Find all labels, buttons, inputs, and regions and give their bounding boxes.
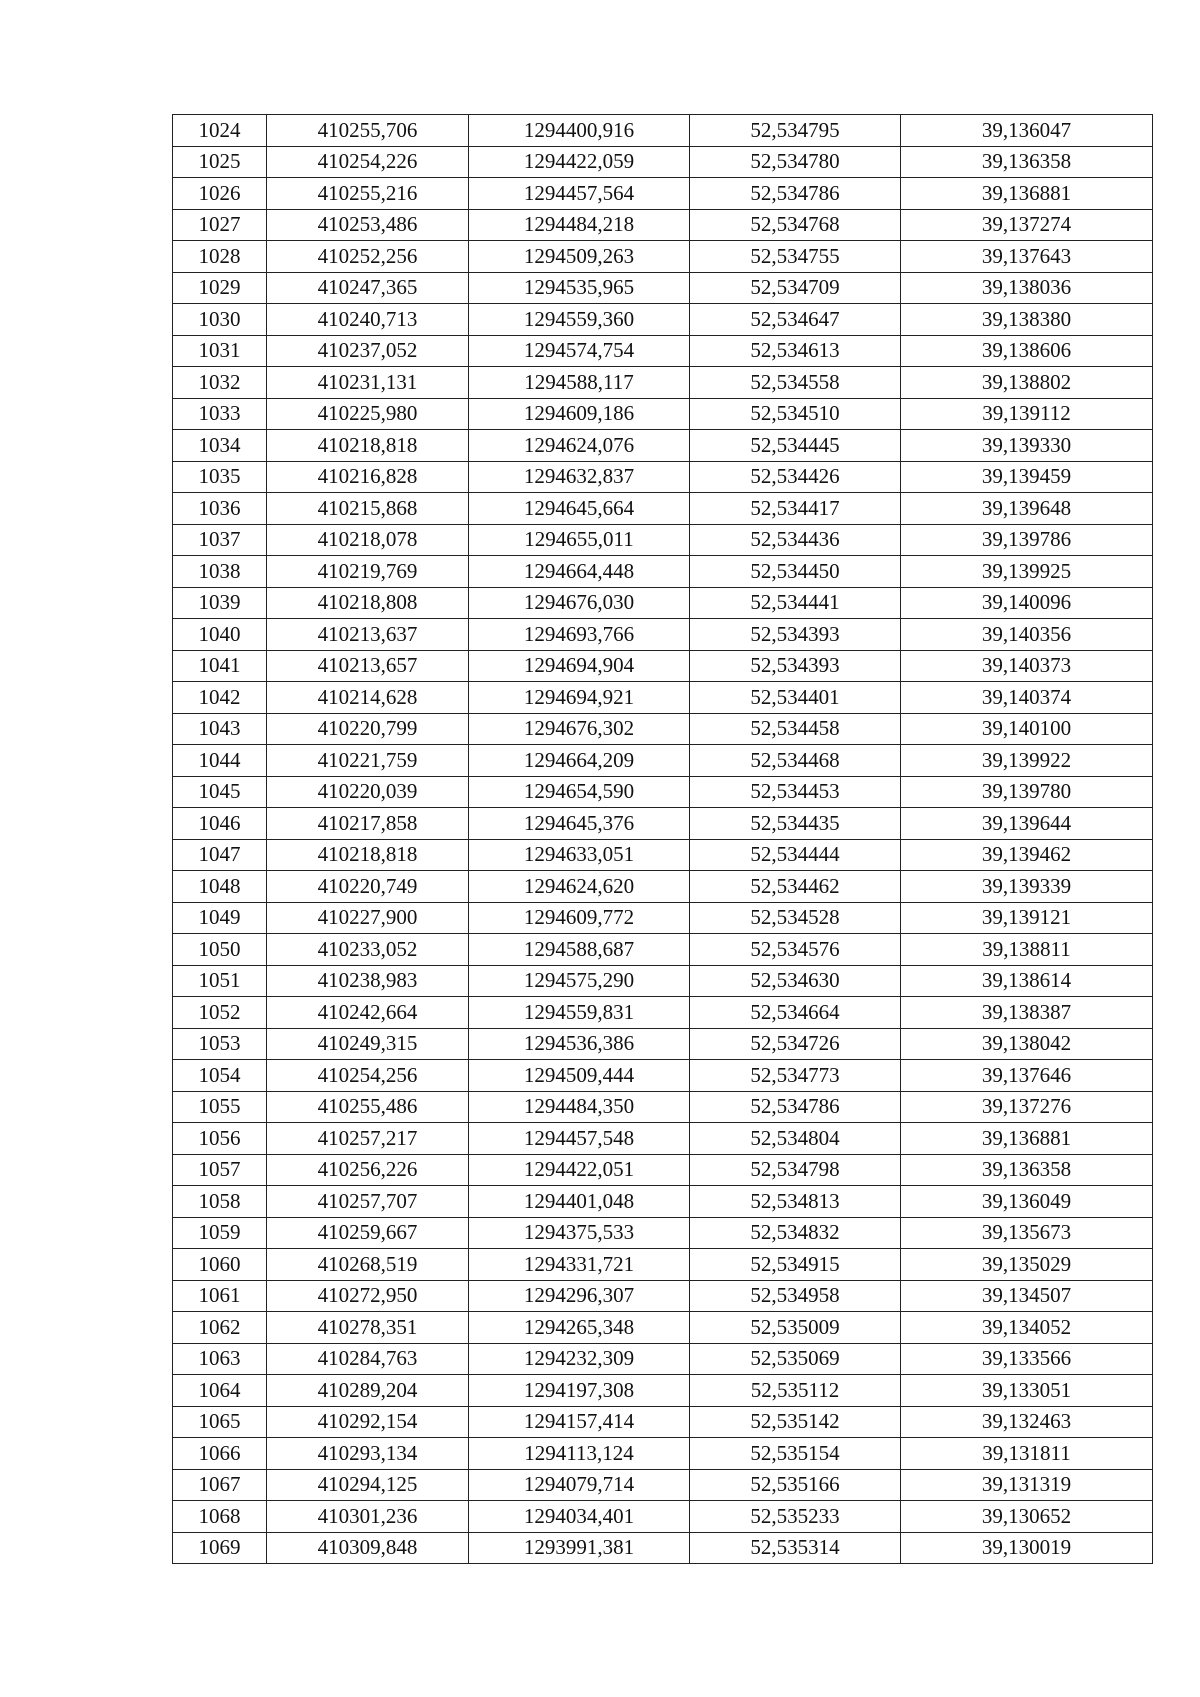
latitude-cell: 52,534786: [690, 178, 901, 210]
x-coordinate-cell: 410220,799: [267, 713, 469, 745]
y-coordinate-cell: 1294331,721: [469, 1249, 690, 1281]
longitude-cell: 39,139462: [901, 839, 1153, 871]
y-coordinate-cell: 1294296,307: [469, 1280, 690, 1312]
x-coordinate-cell: 410272,950: [267, 1280, 469, 1312]
y-coordinate-cell: 1294559,360: [469, 304, 690, 336]
point-number-cell: 1029: [173, 272, 267, 304]
point-number-cell: 1026: [173, 178, 267, 210]
x-coordinate-cell: 410249,315: [267, 1028, 469, 1060]
y-coordinate-cell: 1294536,386: [469, 1028, 690, 1060]
longitude-cell: 39,139644: [901, 808, 1153, 840]
latitude-cell: 52,534804: [690, 1123, 901, 1155]
y-coordinate-cell: 1294535,965: [469, 272, 690, 304]
table-row: [173, 241, 1153, 273]
point-number-cell: 1059: [173, 1217, 267, 1249]
point-number-cell: 1064: [173, 1375, 267, 1407]
table-row: [173, 1123, 1153, 1155]
point-number-cell: 1034: [173, 430, 267, 462]
point-number-cell: 1049: [173, 902, 267, 934]
latitude-cell: 52,534417: [690, 493, 901, 525]
point-number-cell: 1055: [173, 1091, 267, 1123]
y-coordinate-cell: 1294633,051: [469, 839, 690, 871]
x-coordinate-cell: 410220,749: [267, 871, 469, 903]
longitude-cell: 39,136881: [901, 178, 1153, 210]
x-coordinate-cell: 410225,980: [267, 398, 469, 430]
x-coordinate-cell: 410217,858: [267, 808, 469, 840]
point-number-cell: 1066: [173, 1438, 267, 1470]
latitude-cell: 52,535142: [690, 1406, 901, 1438]
y-coordinate-cell: 1294401,048: [469, 1186, 690, 1218]
table-row: [173, 461, 1153, 493]
longitude-cell: 39,135673: [901, 1217, 1153, 1249]
longitude-cell: 39,134507: [901, 1280, 1153, 1312]
point-number-cell: 1050: [173, 934, 267, 966]
point-number-cell: 1068: [173, 1501, 267, 1533]
point-number-cell: 1057: [173, 1154, 267, 1186]
x-coordinate-cell: 410293,134: [267, 1438, 469, 1470]
longitude-cell: 39,136358: [901, 146, 1153, 178]
latitude-cell: 52,534647: [690, 304, 901, 336]
latitude-cell: 52,534436: [690, 524, 901, 556]
longitude-cell: 39,138036: [901, 272, 1153, 304]
longitude-cell: 39,139339: [901, 871, 1153, 903]
table-row: [173, 1091, 1153, 1123]
x-coordinate-cell: 410216,828: [267, 461, 469, 493]
longitude-cell: 39,139922: [901, 745, 1153, 777]
point-number-cell: 1053: [173, 1028, 267, 1060]
latitude-cell: 52,534528: [690, 902, 901, 934]
y-coordinate-cell: 1294609,186: [469, 398, 690, 430]
y-coordinate-cell: 1294588,117: [469, 367, 690, 399]
table-row: [173, 1406, 1153, 1438]
latitude-cell: 52,534462: [690, 871, 901, 903]
y-coordinate-cell: 1294655,011: [469, 524, 690, 556]
x-coordinate-cell: 410242,664: [267, 997, 469, 1029]
table-row: [173, 902, 1153, 934]
table-row: [173, 1154, 1153, 1186]
table-row: [173, 997, 1153, 1029]
longitude-cell: 39,137646: [901, 1060, 1153, 1092]
table-row: [173, 178, 1153, 210]
y-coordinate-cell: 1294624,620: [469, 871, 690, 903]
x-coordinate-cell: 410218,818: [267, 430, 469, 462]
latitude-cell: 52,534393: [690, 619, 901, 651]
y-coordinate-cell: 1294484,350: [469, 1091, 690, 1123]
y-coordinate-cell: 1294664,448: [469, 556, 690, 588]
y-coordinate-cell: 1294654,590: [469, 776, 690, 808]
longitude-cell: 39,130019: [901, 1532, 1153, 1564]
latitude-cell: 52,534726: [690, 1028, 901, 1060]
latitude-cell: 52,534798: [690, 1154, 901, 1186]
latitude-cell: 52,534445: [690, 430, 901, 462]
longitude-cell: 39,130652: [901, 1501, 1153, 1533]
y-coordinate-cell: 1294694,921: [469, 682, 690, 714]
table-row: [173, 367, 1153, 399]
point-number-cell: 1062: [173, 1312, 267, 1344]
longitude-cell: 39,136049: [901, 1186, 1153, 1218]
y-coordinate-cell: 1294457,564: [469, 178, 690, 210]
longitude-cell: 39,139121: [901, 902, 1153, 934]
longitude-cell: 39,138811: [901, 934, 1153, 966]
latitude-cell: 52,534558: [690, 367, 901, 399]
longitude-cell: 39,131811: [901, 1438, 1153, 1470]
latitude-cell: 52,535009: [690, 1312, 901, 1344]
table-row: [173, 650, 1153, 682]
table-row: [173, 1532, 1153, 1564]
y-coordinate-cell: 1294664,209: [469, 745, 690, 777]
latitude-cell: 52,535166: [690, 1469, 901, 1501]
x-coordinate-cell: 410253,486: [267, 209, 469, 241]
longitude-cell: 39,136047: [901, 115, 1153, 147]
point-number-cell: 1031: [173, 335, 267, 367]
latitude-cell: 52,534453: [690, 776, 901, 808]
point-number-cell: 1052: [173, 997, 267, 1029]
point-number-cell: 1067: [173, 1469, 267, 1501]
latitude-cell: 52,534576: [690, 934, 901, 966]
x-coordinate-cell: 410221,759: [267, 745, 469, 777]
y-coordinate-cell: 1294645,376: [469, 808, 690, 840]
table-row: [173, 1280, 1153, 1312]
longitude-cell: 39,132463: [901, 1406, 1153, 1438]
latitude-cell: 52,535314: [690, 1532, 901, 1564]
longitude-cell: 39,138606: [901, 335, 1153, 367]
latitude-cell: 52,534773: [690, 1060, 901, 1092]
coordinates-table: [172, 114, 1153, 1564]
longitude-cell: 39,134052: [901, 1312, 1153, 1344]
point-number-cell: 1048: [173, 871, 267, 903]
table-row: [173, 776, 1153, 808]
table-row: [173, 1501, 1153, 1533]
latitude-cell: 52,534832: [690, 1217, 901, 1249]
latitude-cell: 52,534468: [690, 745, 901, 777]
point-number-cell: 1051: [173, 965, 267, 997]
x-coordinate-cell: 410218,078: [267, 524, 469, 556]
x-coordinate-cell: 410227,900: [267, 902, 469, 934]
table-row: [173, 713, 1153, 745]
x-coordinate-cell: 410231,131: [267, 367, 469, 399]
point-number-cell: 1056: [173, 1123, 267, 1155]
y-coordinate-cell: 1294422,051: [469, 1154, 690, 1186]
point-number-cell: 1040: [173, 619, 267, 651]
point-number-cell: 1041: [173, 650, 267, 682]
latitude-cell: 52,534755: [690, 241, 901, 273]
point-number-cell: 1032: [173, 367, 267, 399]
table-row: [173, 745, 1153, 777]
latitude-cell: 52,535154: [690, 1438, 901, 1470]
point-number-cell: 1047: [173, 839, 267, 871]
y-coordinate-cell: 1294676,030: [469, 587, 690, 619]
point-number-cell: 1039: [173, 587, 267, 619]
y-coordinate-cell: 1294574,754: [469, 335, 690, 367]
point-number-cell: 1065: [173, 1406, 267, 1438]
y-coordinate-cell: 1293991,381: [469, 1532, 690, 1564]
y-coordinate-cell: 1294694,904: [469, 650, 690, 682]
longitude-cell: 39,139786: [901, 524, 1153, 556]
x-coordinate-cell: 410278,351: [267, 1312, 469, 1344]
y-coordinate-cell: 1294624,076: [469, 430, 690, 462]
y-coordinate-cell: 1294559,831: [469, 997, 690, 1029]
y-coordinate-cell: 1294034,401: [469, 1501, 690, 1533]
latitude-cell: 52,534393: [690, 650, 901, 682]
y-coordinate-cell: 1294693,766: [469, 619, 690, 651]
point-number-cell: 1033: [173, 398, 267, 430]
point-number-cell: 1046: [173, 808, 267, 840]
table-row: [173, 965, 1153, 997]
latitude-cell: 52,534613: [690, 335, 901, 367]
y-coordinate-cell: 1294645,664: [469, 493, 690, 525]
x-coordinate-cell: 410257,217: [267, 1123, 469, 1155]
latitude-cell: 52,534441: [690, 587, 901, 619]
longitude-cell: 39,139648: [901, 493, 1153, 525]
x-coordinate-cell: 410213,637: [267, 619, 469, 651]
table-row: [173, 1469, 1153, 1501]
y-coordinate-cell: 1294232,309: [469, 1343, 690, 1375]
x-coordinate-cell: 410254,256: [267, 1060, 469, 1092]
y-coordinate-cell: 1294375,533: [469, 1217, 690, 1249]
y-coordinate-cell: 1294400,916: [469, 115, 690, 147]
table-row: [173, 209, 1153, 241]
x-coordinate-cell: 410255,486: [267, 1091, 469, 1123]
x-coordinate-cell: 410238,983: [267, 965, 469, 997]
y-coordinate-cell: 1294676,302: [469, 713, 690, 745]
latitude-cell: 52,535112: [690, 1375, 901, 1407]
table-row: [173, 556, 1153, 588]
table-row: [173, 587, 1153, 619]
latitude-cell: 52,534435: [690, 808, 901, 840]
latitude-cell: 52,534786: [690, 1091, 901, 1123]
y-coordinate-cell: 1294632,837: [469, 461, 690, 493]
latitude-cell: 52,535069: [690, 1343, 901, 1375]
y-coordinate-cell: 1294575,290: [469, 965, 690, 997]
coordinates-table-body: [173, 115, 1153, 1564]
point-number-cell: 1058: [173, 1186, 267, 1218]
point-number-cell: 1028: [173, 241, 267, 273]
x-coordinate-cell: 410268,519: [267, 1249, 469, 1281]
point-number-cell: 1042: [173, 682, 267, 714]
latitude-cell: 52,535233: [690, 1501, 901, 1533]
table-row: [173, 430, 1153, 462]
table-row: [173, 146, 1153, 178]
table-row: [173, 1249, 1153, 1281]
point-number-cell: 1063: [173, 1343, 267, 1375]
point-number-cell: 1069: [173, 1532, 267, 1564]
longitude-cell: 39,138387: [901, 997, 1153, 1029]
x-coordinate-cell: 410255,216: [267, 178, 469, 210]
point-number-cell: 1036: [173, 493, 267, 525]
longitude-cell: 39,138380: [901, 304, 1153, 336]
longitude-cell: 39,140100: [901, 713, 1153, 745]
longitude-cell: 39,139330: [901, 430, 1153, 462]
latitude-cell: 52,534795: [690, 115, 901, 147]
x-coordinate-cell: 410247,365: [267, 272, 469, 304]
longitude-cell: 39,137274: [901, 209, 1153, 241]
longitude-cell: 39,138042: [901, 1028, 1153, 1060]
x-coordinate-cell: 410292,154: [267, 1406, 469, 1438]
point-number-cell: 1038: [173, 556, 267, 588]
latitude-cell: 52,534510: [690, 398, 901, 430]
x-coordinate-cell: 410233,052: [267, 934, 469, 966]
latitude-cell: 52,534401: [690, 682, 901, 714]
latitude-cell: 52,534768: [690, 209, 901, 241]
x-coordinate-cell: 410218,808: [267, 587, 469, 619]
longitude-cell: 39,136358: [901, 1154, 1153, 1186]
longitude-cell: 39,139925: [901, 556, 1153, 588]
latitude-cell: 52,534426: [690, 461, 901, 493]
latitude-cell: 52,534630: [690, 965, 901, 997]
point-number-cell: 1045: [173, 776, 267, 808]
table-row: [173, 115, 1153, 147]
longitude-cell: 39,139112: [901, 398, 1153, 430]
table-row: [173, 1343, 1153, 1375]
table-row: [173, 1060, 1153, 1092]
x-coordinate-cell: 410252,256: [267, 241, 469, 273]
table-row: [173, 934, 1153, 966]
latitude-cell: 52,534709: [690, 272, 901, 304]
y-coordinate-cell: 1294509,444: [469, 1060, 690, 1092]
x-coordinate-cell: 410284,763: [267, 1343, 469, 1375]
x-coordinate-cell: 410254,226: [267, 146, 469, 178]
longitude-cell: 39,137643: [901, 241, 1153, 273]
x-coordinate-cell: 410301,236: [267, 1501, 469, 1533]
latitude-cell: 52,534958: [690, 1280, 901, 1312]
y-coordinate-cell: 1294484,218: [469, 209, 690, 241]
table-row: [173, 619, 1153, 651]
longitude-cell: 39,139459: [901, 461, 1153, 493]
x-coordinate-cell: 410220,039: [267, 776, 469, 808]
point-number-cell: 1043: [173, 713, 267, 745]
table-row: [173, 808, 1153, 840]
longitude-cell: 39,137276: [901, 1091, 1153, 1123]
table-row: [173, 871, 1153, 903]
latitude-cell: 52,534915: [690, 1249, 901, 1281]
point-number-cell: 1024: [173, 115, 267, 147]
table-row: [173, 1186, 1153, 1218]
y-coordinate-cell: 1294265,348: [469, 1312, 690, 1344]
x-coordinate-cell: 410219,769: [267, 556, 469, 588]
table-row: [173, 272, 1153, 304]
latitude-cell: 52,534664: [690, 997, 901, 1029]
y-coordinate-cell: 1294457,548: [469, 1123, 690, 1155]
longitude-cell: 39,140096: [901, 587, 1153, 619]
y-coordinate-cell: 1294609,772: [469, 902, 690, 934]
point-number-cell: 1044: [173, 745, 267, 777]
table-row: [173, 524, 1153, 556]
x-coordinate-cell: 410257,707: [267, 1186, 469, 1218]
x-coordinate-cell: 410213,657: [267, 650, 469, 682]
longitude-cell: 39,138802: [901, 367, 1153, 399]
x-coordinate-cell: 410256,226: [267, 1154, 469, 1186]
table-row: [173, 1438, 1153, 1470]
longitude-cell: 39,140374: [901, 682, 1153, 714]
x-coordinate-cell: 410237,052: [267, 335, 469, 367]
x-coordinate-cell: 410215,868: [267, 493, 469, 525]
longitude-cell: 39,136881: [901, 1123, 1153, 1155]
point-number-cell: 1025: [173, 146, 267, 178]
table-row: [173, 1217, 1153, 1249]
x-coordinate-cell: 410289,204: [267, 1375, 469, 1407]
x-coordinate-cell: 410259,667: [267, 1217, 469, 1249]
point-number-cell: 1061: [173, 1280, 267, 1312]
table-row: [173, 493, 1153, 525]
x-coordinate-cell: 410309,848: [267, 1532, 469, 1564]
latitude-cell: 52,534813: [690, 1186, 901, 1218]
table-row: [173, 1028, 1153, 1060]
table-row: [173, 335, 1153, 367]
longitude-cell: 39,138614: [901, 965, 1153, 997]
point-number-cell: 1054: [173, 1060, 267, 1092]
table-row: [173, 398, 1153, 430]
point-number-cell: 1027: [173, 209, 267, 241]
point-number-cell: 1030: [173, 304, 267, 336]
latitude-cell: 52,534450: [690, 556, 901, 588]
point-number-cell: 1060: [173, 1249, 267, 1281]
latitude-cell: 52,534458: [690, 713, 901, 745]
latitude-cell: 52,534444: [690, 839, 901, 871]
x-coordinate-cell: 410255,706: [267, 115, 469, 147]
table-row: [173, 304, 1153, 336]
table-row: [173, 1375, 1153, 1407]
point-number-cell: 1037: [173, 524, 267, 556]
table-row: [173, 682, 1153, 714]
longitude-cell: 39,131319: [901, 1469, 1153, 1501]
y-coordinate-cell: 1294079,714: [469, 1469, 690, 1501]
y-coordinate-cell: 1294157,414: [469, 1406, 690, 1438]
longitude-cell: 39,133051: [901, 1375, 1153, 1407]
y-coordinate-cell: 1294422,059: [469, 146, 690, 178]
x-coordinate-cell: 410214,628: [267, 682, 469, 714]
longitude-cell: 39,140373: [901, 650, 1153, 682]
y-coordinate-cell: 1294588,687: [469, 934, 690, 966]
y-coordinate-cell: 1294197,308: [469, 1375, 690, 1407]
table-row: [173, 1312, 1153, 1344]
y-coordinate-cell: 1294113,124: [469, 1438, 690, 1470]
x-coordinate-cell: 410218,818: [267, 839, 469, 871]
longitude-cell: 39,139780: [901, 776, 1153, 808]
point-number-cell: 1035: [173, 461, 267, 493]
x-coordinate-cell: 410240,713: [267, 304, 469, 336]
table-row: [173, 839, 1153, 871]
longitude-cell: 39,140356: [901, 619, 1153, 651]
x-coordinate-cell: 410294,125: [267, 1469, 469, 1501]
latitude-cell: 52,534780: [690, 146, 901, 178]
y-coordinate-cell: 1294509,263: [469, 241, 690, 273]
longitude-cell: 39,135029: [901, 1249, 1153, 1281]
longitude-cell: 39,133566: [901, 1343, 1153, 1375]
